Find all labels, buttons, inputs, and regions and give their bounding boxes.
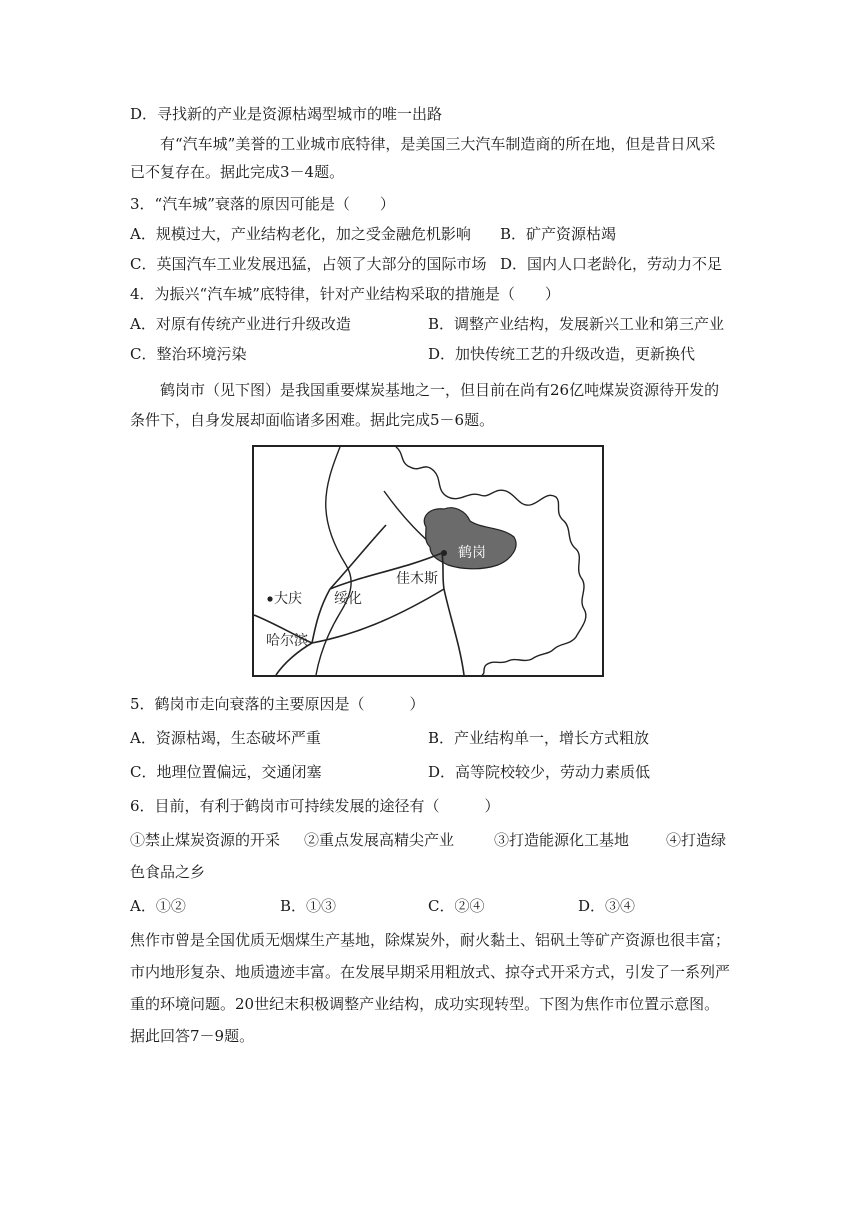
q3-option-b: B．矿产资源枯竭 [500,225,617,243]
question-4: 4．为振兴“汽车城”底特律，针对产业结构采取的措施是（ ） [130,285,560,303]
q3-option-d: D．国内人口老龄化，劳动力不足 [500,255,723,273]
map-label-jiamusi: 佳木斯 [396,570,438,586]
q6-option-c: C．②④ [428,897,485,915]
rail-harbin-suihua [312,589,330,643]
passage-detroit-line-1: 有“汽车城”美誉的工业城市底特律，是美国三大汽车制造商的所在地，但是昔日风采 [160,135,716,153]
passage-jiaozuo-line-4: 据此回答7－9题。 [130,1027,255,1045]
q6-option-b: B．①③ [280,897,337,915]
passage-jiaozuo-line-1: 焦作市曾是全国优质无烟煤生产基地，除煤炭外，耐火黏土、铝矾土等矿产资源也很丰富； [130,931,731,949]
map-label-harbin: 哈尔滨 [266,632,308,648]
hegang-location-map [252,445,604,677]
passage-hegang-line-2: 条件下，自身发展却面临诸多困难。据此完成5－6题。 [130,411,495,429]
question-6: 6．目前，有利于鹤岗市可持续发展的途径有（ ） [130,797,500,815]
q4-option-b: B．调整产业结构，发展新兴工业和第三产业 [428,315,725,333]
q4-option-a: A．对原有传统产业进行升级改造 [130,315,351,333]
q6-item-3: ③打造能源化工基地 [494,831,630,849]
q5-option-a: A．资源枯竭，生态破坏严重 [130,729,321,747]
q3-option-c: C．英国汽车工业发展迅猛，占领了大部分的国际市场 [130,255,487,273]
passage-detroit-line-2: 已不复存在。据此完成3－4题。 [130,163,345,181]
daqing-dot [267,596,272,601]
passage-jiaozuo-line-2: 市内地形复杂、地质遗迹丰富。在发展早期采用粗放式、掠夺式开采方式，引发了一系列严 [130,963,731,981]
q6-item-1: ①禁止煤炭资源的开采 [130,831,281,849]
q3-option-a: A．规模过大，产业结构老化，加之受金融危机影响 [130,225,471,243]
rail-harbin-jiamusi [312,589,444,643]
q4-option-d: D．加快传统工艺的升级改造，更新换代 [428,345,696,363]
passage-jiaozuo-line-3: 重的环境问题。20世纪末积极调整产业结构，成功实现转型。下图为焦作市位置示意图。 [130,995,720,1013]
q6-item-4-continued: 色食品之乡 [130,863,206,881]
q5-option-c: C．地理位置偏远，交通闭塞 [130,763,322,781]
map-label-suihua: 绥化 [334,590,362,606]
map-label-daqing: 大庆 [274,590,302,606]
q6-option-a: A．①② [130,897,186,915]
hegang-dot [441,550,447,556]
map-svg [254,447,602,675]
question-5: 5．鹤岗市走向衰落的主要原因是（ ） [130,695,425,713]
rail-jiamusi-south [444,589,464,675]
option-d-line: D．寻找新的产业是资源枯竭型城市的唯一出路 [130,105,443,123]
q5-option-d: D．高等院校较少，劳动力素质低 [428,763,651,781]
question-3: 3．“汽车城”衰落的原因可能是（ ） [130,195,395,213]
q6-option-d: D．③④ [578,897,636,915]
q6-item-2: ②重点发展高精尖产业 [304,831,455,849]
map-label-hegang: 鹤岗 [458,544,486,560]
q4-option-c: C．整治环境污染 [130,345,247,363]
passage-hegang-line-1: 鹤岗市（见下图）是我国重要煤炭基地之一，但目前在尚有26亿吨煤炭资源待开发的 [160,381,720,399]
q5-option-b: B．产业结构单一，增长方式粗放 [428,729,650,747]
q6-item-4: ④打造绿 [666,831,727,849]
